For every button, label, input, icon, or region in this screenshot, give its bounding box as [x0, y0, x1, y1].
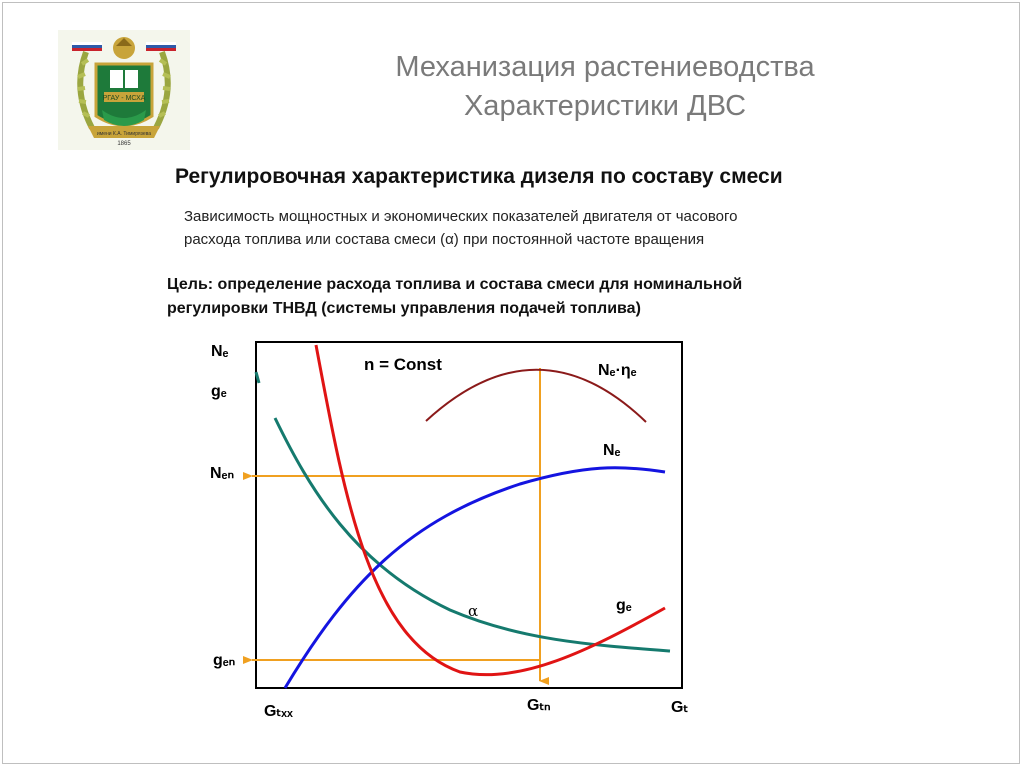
alpha-curve-label: α: [468, 602, 479, 620]
power-curve-label: Nₑ: [603, 442, 621, 459]
logo-banner-text: РГАУ - МСХА: [102, 95, 146, 102]
condition-label: n = Const: [364, 355, 442, 374]
nominal-fuel-label: Gₜₙ: [527, 697, 551, 714]
consumption-curve-label: gₑ: [616, 597, 632, 614]
slide-subtitle: Характеристики ДВС: [463, 90, 747, 122]
alpha-curve: [256, 372, 670, 651]
goal-line-1: Цель: определение расхода топлива и состава смеси для номинальной: [167, 276, 743, 293]
nominal-power-label: Nₑₙ: [210, 465, 234, 482]
fuel-axis-label: Gₜ: [671, 699, 689, 716]
logo-year: 1865: [117, 141, 131, 147]
description-line-2: расхода топлива или состава смеси (α) при постоянной частоте вращения: [184, 231, 705, 248]
logo-sub-text: имени К.А. Тимирязева: [96, 131, 152, 137]
content-heading: Регулировочная характеристика дизеля по составу смеси: [175, 165, 783, 188]
description-line-1: Зависимость мощностных и экономических показателей двигателя от часового: [184, 208, 738, 225]
y-axis-consumption-label: gₑ: [211, 383, 227, 400]
product-curve-label: Nₑ·ηₑ: [598, 362, 637, 379]
idle-fuel-label: Gₜₓₓ: [264, 703, 293, 720]
slide-title: Механизация растениеводства: [395, 51, 815, 83]
y-axis-power-label: Nₑ: [211, 343, 229, 360]
goal-line-2: регулировки ТНВД (системы управления подачей топлива): [167, 300, 641, 317]
power-curve: [285, 468, 665, 688]
nominal-consumption-label: gₑₙ: [213, 652, 236, 669]
